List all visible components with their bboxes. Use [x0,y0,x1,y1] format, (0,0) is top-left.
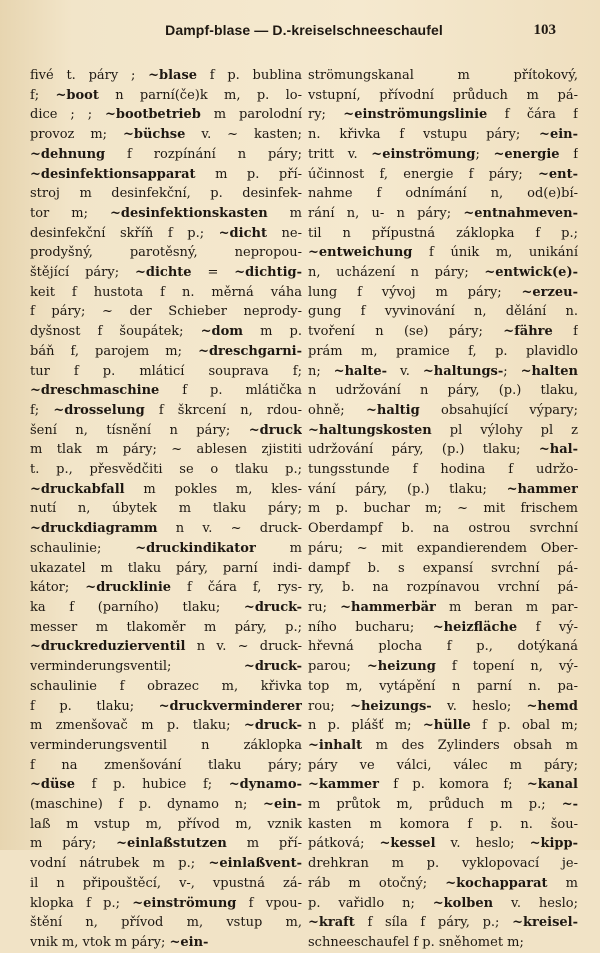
entry-line: vodní nátrubek m p.; ~einlaßvent- [30,856,302,872]
entry-line: m p. buchar m; ~ mit frischem [308,501,578,517]
entry-line: kátor; ~drucklinie f čára f, rys- [30,580,302,596]
entry-line: dyšnost f šoupátek; ~dom m p. [30,324,302,340]
page-number: 103 [533,22,556,38]
entry-line: vání páry, (p.) tlaku; ~hammer [308,481,578,497]
entry-line: klopka f p.; ~einströmung f vpou- [30,895,302,911]
entry-line: p. vařidlo n; ~kolben v. heslo; [308,895,578,911]
entry-line: verminderungsventil n záklopka [30,737,302,753]
entry-line: schneeschaufel f p. sněhomet m; [308,934,524,950]
entry-line: štějící páry; ~dichte = ~dichtig- [30,265,302,281]
entry-line: (maschine) f p. dynamo n; ~ein- [30,797,302,813]
entry-line: ~haltungskosten pl výlohy pl z [308,422,578,438]
entry-line: pátková; ~kessel v. heslo; ~kipp- [308,836,578,852]
entry-line: verminderungsventil; ~druck- [30,659,302,675]
entry-line: ~kammer f p. komora f; ~kanal [308,777,578,793]
entry-line: drehkran m p. vyklopovací je- [308,856,578,872]
entry-line: laß m vstup m, přívod m, vznik [30,816,302,832]
entry-line: desinfekční skříň f p.; ~dicht ne- [30,225,302,241]
entry-line: účinnost f, energie f páry; ~ent- [308,166,578,182]
entry-line: f; ~boot n parní(če)k m, p. lo- [30,87,302,103]
entry-line: šení n, tísnění n páry; ~druck [30,422,302,438]
entry-line: provoz m; ~büchse v. ~ kasten; [30,127,302,143]
page-header [0,22,600,44]
entry-line: parou; ~heizung f topení n, vý- [308,659,578,675]
entry-line: ráb m otočný; ~kochapparat m [308,875,578,891]
entry-line: stroj m desinfekční, p. desinfek- [30,186,302,202]
entry-line: t. p., přesvědčiti se o tlaku p.; [30,462,302,478]
entry-line: n udržování n páry, (p.) tlaku, [308,383,578,399]
entry-line: n p. plášť m; ~hülle f p. obal m; [308,718,578,734]
entry-line: vstupní, přívodní průduch m pá- [308,87,578,103]
entry-line: lung f vývoj m páry; ~erzeu- [308,284,578,300]
entry-line: gung f vyvinování n, dělání n. [308,304,578,320]
entry-line: til n přípustná záklopka f p.; [308,225,578,241]
entry-line: n. křivka f vstupu páry; ~ein- [308,127,578,143]
entry-line: keit f hustota f n. měrná váha [30,284,302,300]
entry-line: m zmenšovač m p. tlaku; ~druck- [30,718,302,734]
entry-line: schaulinie; ~druckindikator m [30,540,302,556]
entry-line: rání n, u- n páry; ~entnahmeven- [308,205,578,221]
entry-line: hřevná plocha f p., dotýkaná [308,639,578,655]
entry-line: páru; ~ mit expandierendem Ober- [308,540,578,556]
entry-line: Oberdampf b. na ostrou svrchní [308,521,578,537]
entry-line: ~entweichung f únik m, unikání [308,245,578,261]
entry-line: tvoření n (se) páry; ~fähre f [308,324,578,340]
entry-line: top m, vytápění n parní n. pa- [308,678,578,694]
entry-line: nutí n, úbytek m tlaku páry; [30,501,302,517]
entry-line: štění n, přívod m, vstup m, [30,915,302,931]
entry-line: strömungskanal m přítokový, [308,68,578,83]
entry-line: ~kraft f síla f páry, p.; ~kreisel- [308,915,578,931]
entry-line: f p. tlaku; ~druckverminderer [30,698,302,714]
entry-line: rou; ~heizungs- v. heslo; ~hemd [308,698,578,714]
entry-line: messer m tlakoměr m páry, p.; [30,619,302,635]
entry-line: báň f, parojem m; ~dreschgarni- [30,343,302,359]
entry-line: ry, b. na rozpínavou vrchní pá- [308,580,578,596]
entry-line: ~inhalt m des Zylinders obsah m [308,737,578,753]
entry-line: dice ; ; ~bootbetrieb m parolodní [30,107,302,123]
entry-line: nahme f odnímání n, od(e)bí- [308,186,578,202]
entry-line: tungsstunde f hodina f udržo- [308,462,578,478]
entry-line: f; ~drosselung f škrcení n, rdou- [30,402,302,418]
left-column [30,66,302,953]
entry-line: ohně; ~haltig obsahující výpary; [308,402,578,418]
entry-line: ~druckreduzierventil n v. ~ druck- [30,639,302,655]
entry-line: m průtok m, průduch m p.; ~- [308,797,578,813]
entry-line: ~dreschmaschine f p. mlátička [30,383,302,399]
entry-line: ~druckabfall m pokles m, kles- [30,481,302,497]
entry-line: tor m; ~desinfektionskasten m [30,205,302,221]
entry-line: páry ve válci, válec m páry; [308,757,578,773]
entry-line: ního bucharu; ~heizfläche f vý- [308,619,578,635]
entry-line: tritt v. ~einströmung; ~energie f [308,146,578,162]
entry-line: prodyšný, parotěsný, nepropou- [30,245,302,261]
entry-line: ~düse f p. hubice f; ~dynamo- [30,777,302,793]
entry-line: n; ~halte- v. ~haltungs-; ~halten [308,363,578,379]
entry-line: m páry; ~einlaßstutzen m pří- [30,836,302,852]
entry-line: vnik m, vtok m páry; ~ein- [30,934,209,950]
entry-line: ry; ~einströmungslinie f čára f [308,107,578,123]
entry-line: ka f (parního) tlaku; ~druck- [30,599,302,615]
entry-line: n, ucházení n páry; ~entwick(e)- [308,265,578,281]
entry-line: fivé t. páry ; ~blase f p. bublina [30,68,302,83]
right-column [308,66,578,953]
entry-line: schaulinie f obrazec m, křivka [30,678,302,694]
entry-line: udržování páry, (p.) tlaku; ~hal- [308,442,578,458]
entry-line: f na zmenšování tlaku páry; [30,757,302,773]
entry-line: ukazatel m tlaku páry, parní indi- [30,560,302,576]
entry-line: kasten m komora f p. n. šou- [308,816,578,832]
entry-line: prám m, pramice f, p. plavidlo [308,343,578,359]
running-head-title: Dampf-blase — D.-kreiselschneeschaufel [165,22,443,38]
entry-line: m tlak m páry; ~ ablesen zjistiti [30,442,302,458]
entry-line: dampf b. s expansí svrchní pá- [308,560,578,576]
entry-line: ru; ~hammerbär m beran m par- [308,599,578,615]
entry-line: f páry; ~ der Schieber neprody- [30,304,302,320]
entry-line: ~druckdiagramm n v. ~ druck- [30,521,302,537]
entry-line: ~desinfektionsapparat m p. pří- [30,166,302,182]
entry-line: ~dehnung f rozpínání n páry; [30,146,302,162]
entry-line: il n připouštěcí, v-, vpustná zá- [30,875,302,891]
entry-line: tur f p. mláticí souprava f; [30,363,302,379]
